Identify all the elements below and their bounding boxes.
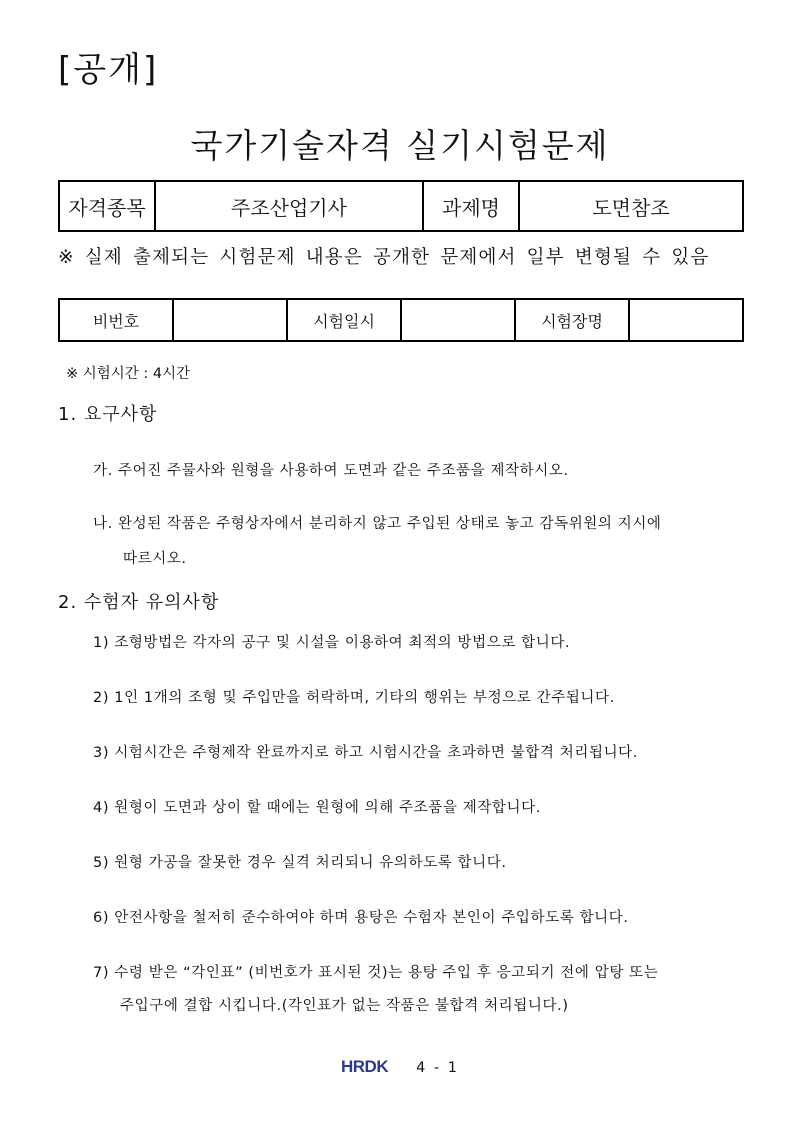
requirement-line: 나. 완성된 작품은 주형상자에서 분리하지 않고 주입된 상태로 놓고 감독위원의 지시에 [93, 516, 662, 532]
caution-line: 7) 수령 받은 “각인표” (비번호가 표시된 것)는 용탕 주입 후 응고되기 전에 압탕 또는 [93, 965, 659, 981]
page-footer [0, 1057, 800, 1079]
section2-heading: 2. 수험자 유의사항 [58, 592, 220, 613]
public-tag: [공개] [58, 50, 159, 90]
caution-line: 5) 원형 가공을 잘못한 경우 실격 처리되니 유의하도록 합니다. [93, 855, 507, 871]
exam-place-value[interactable] [629, 299, 743, 341]
requirement-line: 가. 주어진 주물사와 원형을 사용하여 도면과 같은 주조품을 제작하시오. [93, 463, 569, 479]
requirement-item [93, 512, 662, 568]
notice-text: ※ 실제 출제되는 시험문제 내용은 공개한 문제에서 일부 변형될 수 있음 [58, 247, 710, 268]
info-table [58, 180, 744, 232]
exam-table [58, 298, 744, 342]
section1-heading: 1. 요구사항 [58, 404, 158, 425]
requirement-item [93, 459, 569, 480]
exam-id-value[interactable] [173, 299, 287, 341]
caution-item [93, 631, 570, 652]
page-number: 4 - 1 [416, 1060, 459, 1076]
exam-time-note: ※ 시험시간 : 4시간 [66, 366, 191, 382]
caution-item [93, 906, 629, 927]
caution-line: 4) 원형이 도면과 상이 할 때에는 원형에 의해 주조품을 제작합니다. [93, 800, 541, 816]
caution-line: 6) 안전사항을 철저히 준수하여야 하며 용탕은 수험자 본인이 주입하도록 합니다. [93, 910, 629, 926]
exam-id-label: 비번호 [59, 299, 173, 341]
category-label: 자격종목 [59, 181, 155, 231]
hrdk-logo [341, 1057, 403, 1079]
caution-line: 3) 시험시간은 주형제작 완료까지로 하고 시험시간을 초과하면 불합격 처리됩니다. [93, 745, 638, 761]
caution-line: 2) 1인 1개의 조형 및 주입만을 허락하며, 기타의 행위는 부정으로 간주됩니다. [93, 690, 615, 706]
caution-line: 1) 조형방법은 각자의 공구 및 시설을 이용하여 최적의 방법으로 합니다. [93, 635, 571, 651]
caution-line-continued: 주입구에 결합 시킵니다.(각인표가 없는 작품은 불합격 처리됩니다.) [120, 998, 569, 1014]
task-label: 과제명 [423, 181, 519, 231]
svg-text:HRDK: HRDK [341, 1057, 389, 1075]
caution-item [93, 796, 541, 817]
caution-item [93, 961, 658, 1015]
category-value: 주조산업기사 [155, 181, 423, 231]
exam-place-label: 시험장명 [515, 299, 629, 341]
page-title: 국가기술자격 실기시험문제 [190, 126, 610, 165]
caution-item [93, 686, 615, 707]
caution-item [93, 741, 638, 762]
task-value: 도면참조 [519, 181, 743, 231]
exam-date-value[interactable] [401, 299, 515, 341]
requirement-line-continued: 따르시오. [123, 551, 187, 567]
caution-item [93, 851, 507, 872]
exam-date-label: 시험일시 [287, 299, 401, 341]
